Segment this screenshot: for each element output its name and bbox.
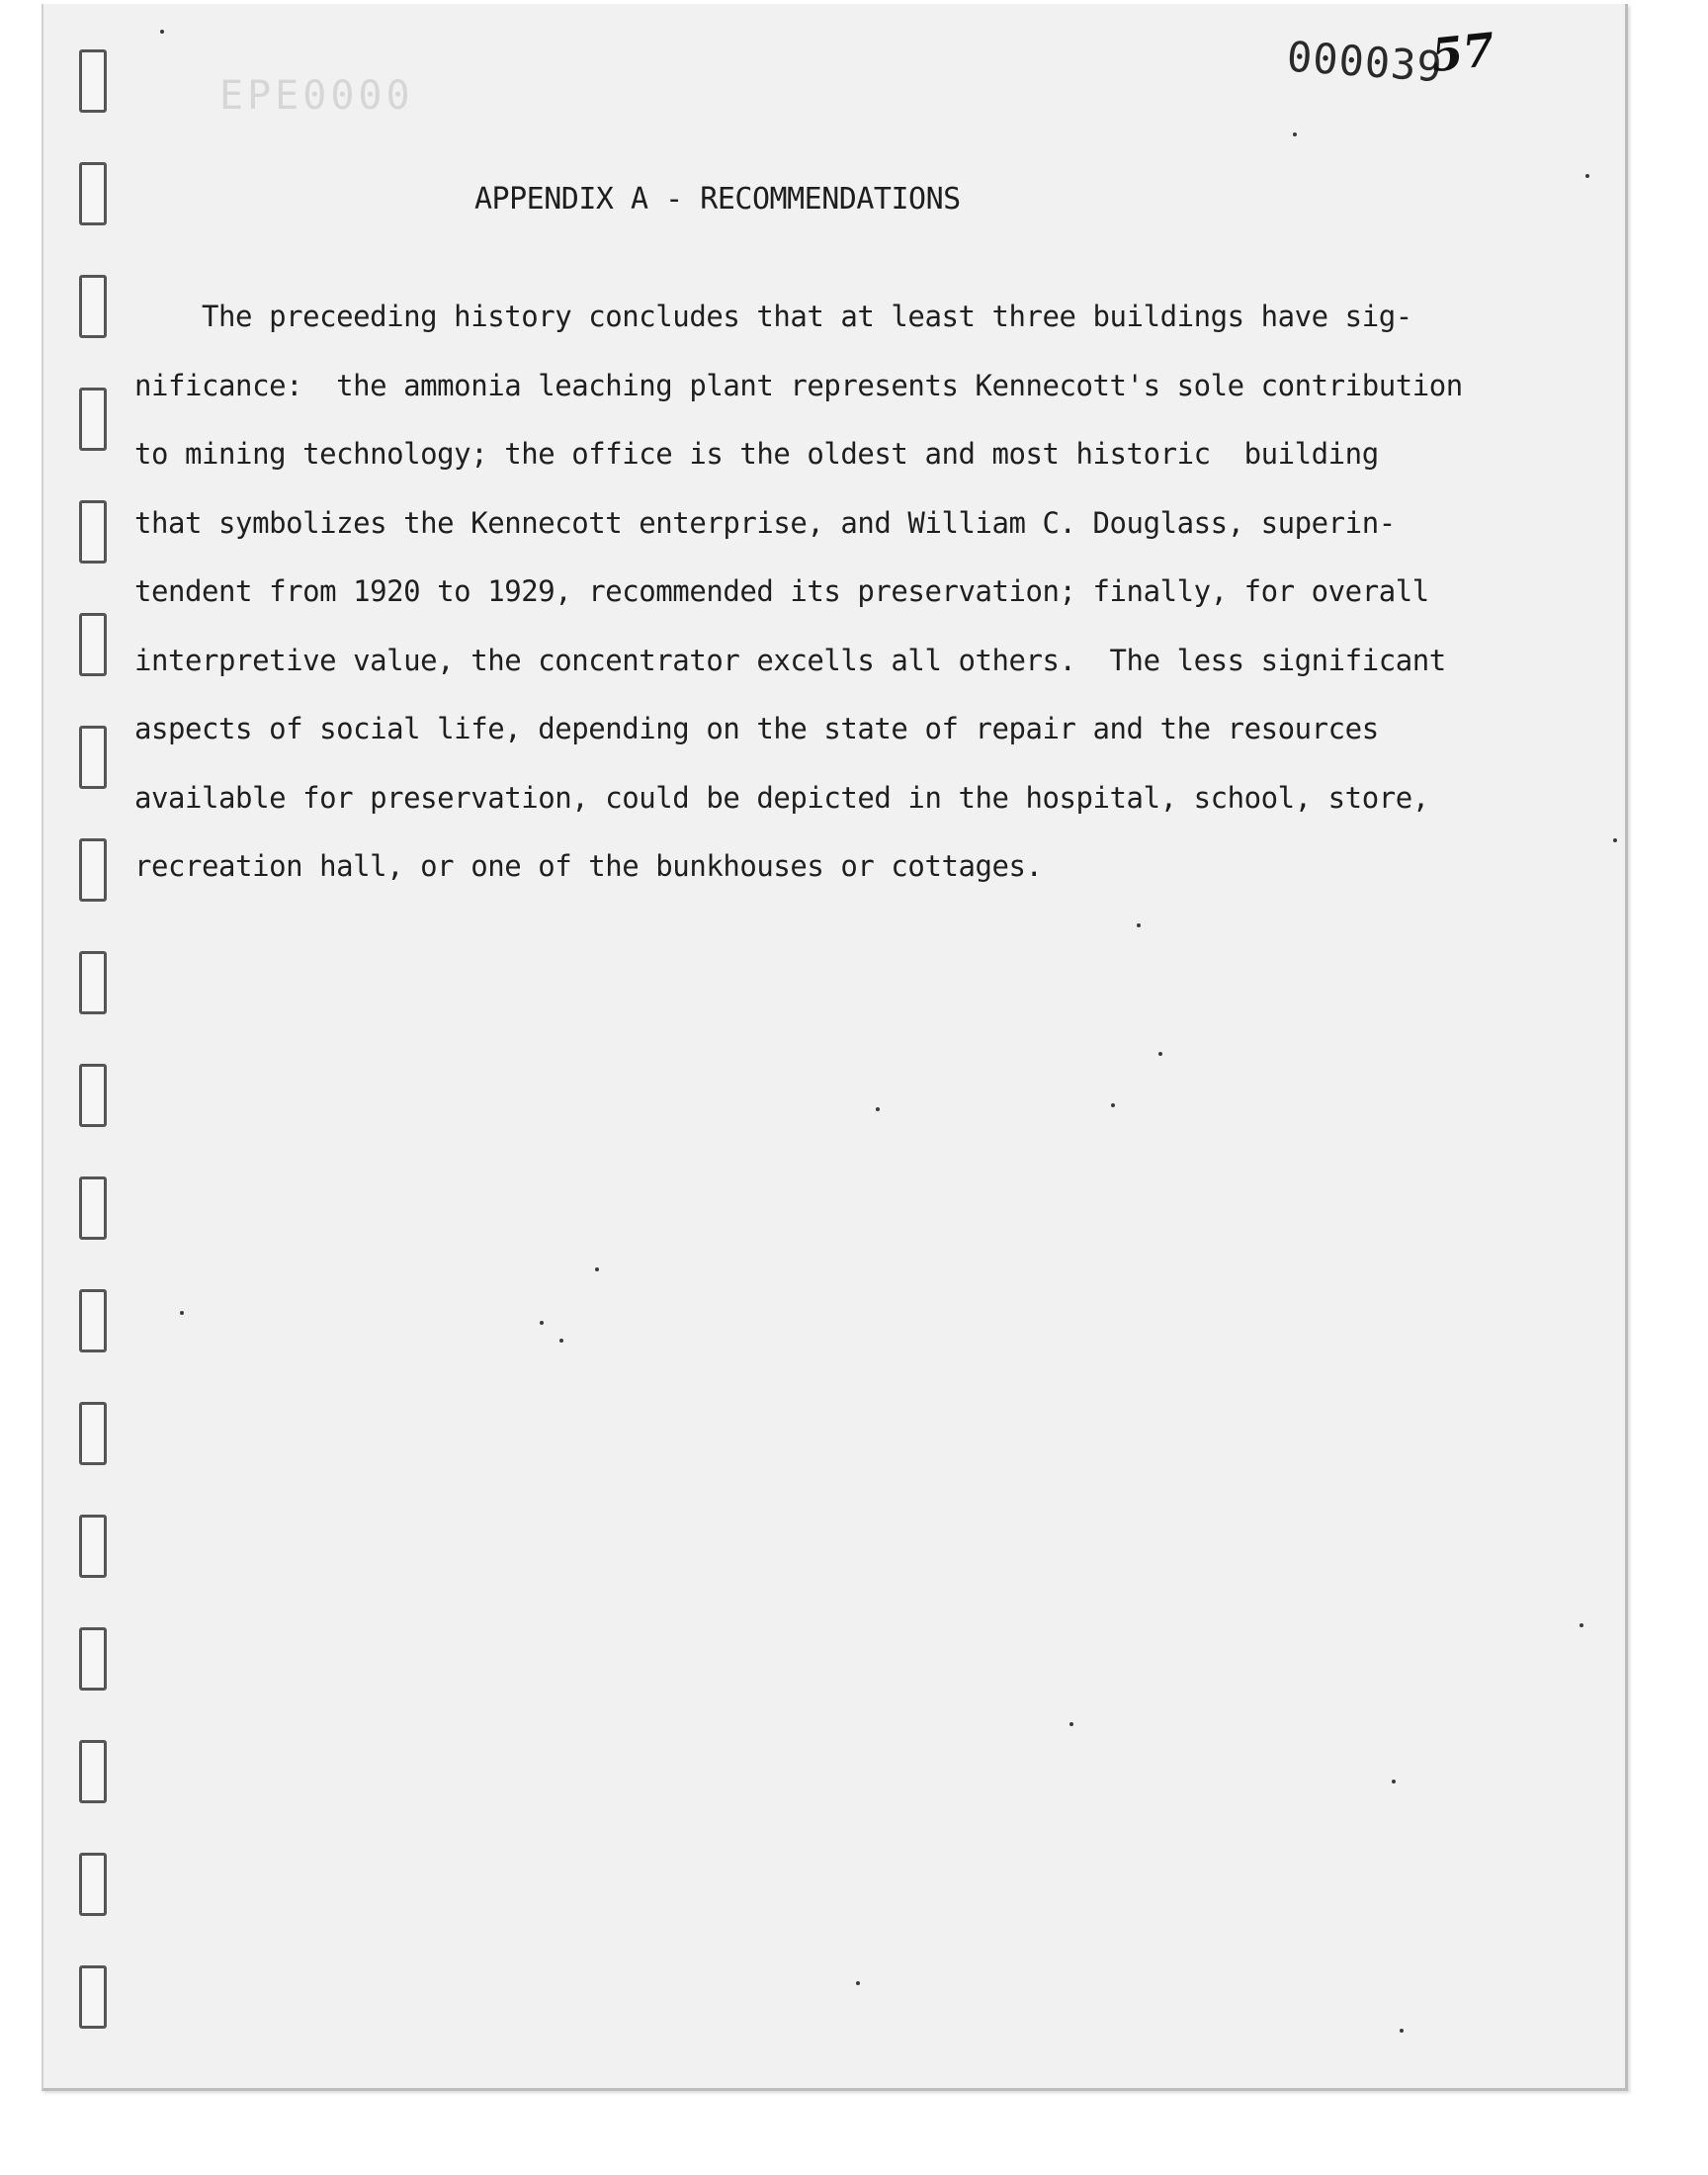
binder-hole bbox=[79, 49, 107, 113]
scan-speck bbox=[1613, 838, 1617, 842]
binder-hole bbox=[79, 838, 107, 902]
binder-hole bbox=[79, 388, 107, 451]
faded-stamp-number: EPE0000 bbox=[219, 73, 414, 119]
scan-speck bbox=[1392, 1780, 1396, 1784]
binder-hole bbox=[79, 1965, 107, 2029]
scan-speck bbox=[1400, 2029, 1404, 2033]
binder-hole bbox=[79, 1176, 107, 1240]
paragraph-line: that symbolizes the Kennecott enterprise, and William C. Douglass, superin- bbox=[134, 505, 1396, 540]
paragraph-line: recreation hall, or one of the bunkhouses or cottages. bbox=[134, 849, 1043, 883]
scan-speck bbox=[595, 1267, 599, 1271]
binder-hole bbox=[79, 1740, 107, 1803]
scan-speck bbox=[876, 1107, 880, 1111]
scan-speck bbox=[160, 30, 164, 34]
scan-speck bbox=[1293, 132, 1297, 136]
paragraph-line: aspects of social life, depending on the state of repair and the resources bbox=[134, 712, 1379, 745]
paragraph-line: The preceeding history concludes that at least three buildings have sig- bbox=[134, 300, 1412, 333]
scan-speck bbox=[1111, 1103, 1115, 1107]
binder-hole bbox=[79, 1402, 107, 1465]
scan-speck bbox=[1158, 1052, 1162, 1056]
appendix-heading: APPENDIX A - RECOMMENDATIONS bbox=[474, 182, 961, 217]
binder-hole bbox=[79, 726, 107, 789]
scan-speck bbox=[540, 1321, 544, 1325]
scan-speck bbox=[856, 1981, 860, 1985]
binder-hole bbox=[79, 162, 107, 225]
scan-speck bbox=[1580, 1623, 1583, 1627]
scan-speck bbox=[180, 1311, 184, 1315]
scan-speck bbox=[1069, 1722, 1073, 1726]
binder-hole bbox=[79, 613, 107, 676]
paragraph-line: tendent from 1920 to 1929, recommended its preservation; finally, for overall bbox=[134, 574, 1429, 608]
paragraph-line: interpretive value, the concentrator excells all others. The less significant bbox=[134, 643, 1446, 677]
binder-hole bbox=[79, 951, 107, 1014]
binder-hole bbox=[79, 275, 107, 338]
document-page bbox=[42, 4, 1628, 2091]
handwritten-page-number: 57 bbox=[1428, 22, 1497, 83]
stamped-page-number: 000039 bbox=[1285, 32, 1445, 92]
binder-hole bbox=[79, 1064, 107, 1127]
binder-hole bbox=[79, 500, 107, 564]
recommendation-paragraph bbox=[134, 283, 1538, 902]
binder-hole bbox=[79, 1627, 107, 1691]
paragraph-line: nificance: the ammonia leaching plant represents Kennecott's sole contribution bbox=[134, 368, 1463, 402]
binder-hole bbox=[79, 1289, 107, 1352]
binder-hole bbox=[79, 1515, 107, 1578]
paragraph-line: available for preservation, could be depicted in the hospital, school, store, bbox=[134, 780, 1429, 815]
paragraph-line: to mining technology; the office is the oldest and most historic building bbox=[134, 437, 1379, 471]
binder-hole bbox=[79, 1853, 107, 1916]
scan-speck bbox=[559, 1339, 563, 1343]
scan-speck bbox=[1585, 174, 1589, 178]
scan-speck bbox=[1137, 923, 1141, 927]
